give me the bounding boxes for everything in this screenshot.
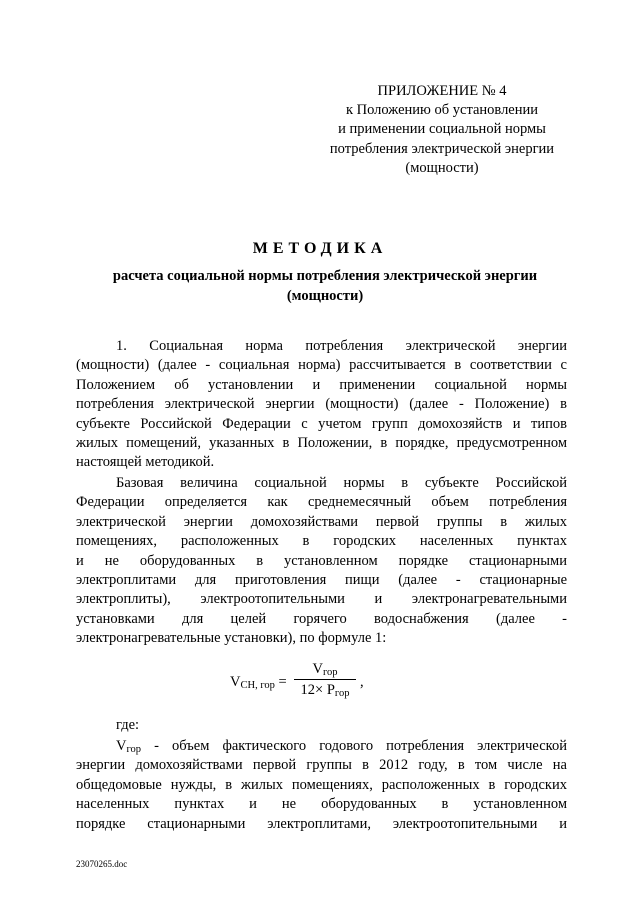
formula-numerator (292, 660, 358, 679)
paragraph-line: общедомовые нужды, в жилых помещениях, расположенных в городских (76, 776, 567, 793)
paragraph-line: электроплиты), электроотопительными и электронагревательными (76, 591, 567, 608)
where-label: где: (116, 717, 140, 733)
appendix-line: ПРИЛОЖЕНИЕ № 4 (377, 83, 507, 99)
paragraph-line: населенных пунктах и не оборудованных в установленном (76, 796, 567, 813)
paragraph-line: установками для целей горячего водоснабжения (далее - (76, 610, 567, 627)
formula-lhs (230, 674, 287, 691)
formula-num-subscript: гор (322, 667, 338, 678)
paragraph-line: электронагревательные установки), по формуле 1: (76, 630, 387, 647)
paragraph-3 (76, 737, 567, 834)
paragraph-line: электрической энергии домохозяйствами первой группы в жилых (76, 513, 567, 530)
method-title: МЕТОДИКА (252, 240, 388, 257)
paragraph-line: (мощности) (далее - социальная норма) рассчитывается в соответствии с (76, 357, 567, 374)
footer-filename: 23070265.doc (76, 859, 128, 869)
paragraph-line: и не оборудованных в установленном порядке стационарными (76, 552, 567, 569)
appendix-line: к Положению об установлении (345, 102, 539, 119)
variable-symbol: V (116, 738, 127, 754)
appendix-line: (мощности) (405, 159, 479, 176)
method-subtitle (80, 267, 570, 306)
appendix-line: потребления электрической энергии (329, 140, 555, 157)
formula-lhs-subscript: СН, гор (240, 680, 275, 691)
paragraph-2 (76, 474, 567, 649)
formula-num-symbol: V (312, 661, 323, 677)
paragraph-1 (76, 337, 567, 473)
paragraph-line: субъекте Российской Федерации с учетом групп домохозяйств и типов (76, 415, 567, 432)
paragraph-line: Базовая величина социальной нормы в субъекте Российской (116, 475, 567, 491)
paragraph-line-text: - объем фактического годового потребления электрической (141, 738, 567, 754)
paragraph-line: потребления электрической энергии (мощности) (далее - Положение) в (76, 396, 567, 413)
formula-den-subscript: гор (334, 688, 350, 699)
paragraph-line (76, 737, 567, 756)
paragraph-line: 1. Социальная норма потребления электрической энергии (116, 338, 567, 354)
formula-fraction (292, 660, 358, 699)
paragraph-line: энергии домохозяйствами первой группы в 2012 году, в том числе на (76, 757, 567, 774)
subtitle-line: (мощности) (286, 287, 364, 304)
appendix-header (320, 82, 564, 178)
paragraph-line: Положением об установлении и применении социальной нормы (76, 376, 567, 393)
paragraph-line: помещениях, расположенных в городских населенных пунктах (76, 533, 567, 550)
variable-subscript: гор (126, 744, 142, 755)
formula-lhs-symbol: V (230, 674, 241, 690)
paragraph-line: настоящей методикой. (76, 454, 215, 471)
paragraph-line: электроплитами для приготовления пищи (далее - стационарные (76, 571, 567, 588)
appendix-line: и применении социальной нормы (338, 121, 546, 138)
formula-1 (230, 660, 410, 704)
subtitle-line: расчета социальной нормы потребления электрической энергии (112, 268, 538, 284)
paragraph-line: Федерации определяется как среднемесячный объем потребления (76, 494, 567, 511)
formula-denominator (292, 680, 358, 699)
paragraph-line: порядке стационарными электроплитами, электроотопительными и (76, 815, 567, 832)
paragraph-line: жилых помещений, указанных в Положении, в порядке, предусмотренном (76, 434, 567, 451)
formula-comma: , (360, 674, 364, 690)
formula-equals: = (278, 674, 287, 690)
formula-den-symbol: 12× P (300, 682, 335, 698)
